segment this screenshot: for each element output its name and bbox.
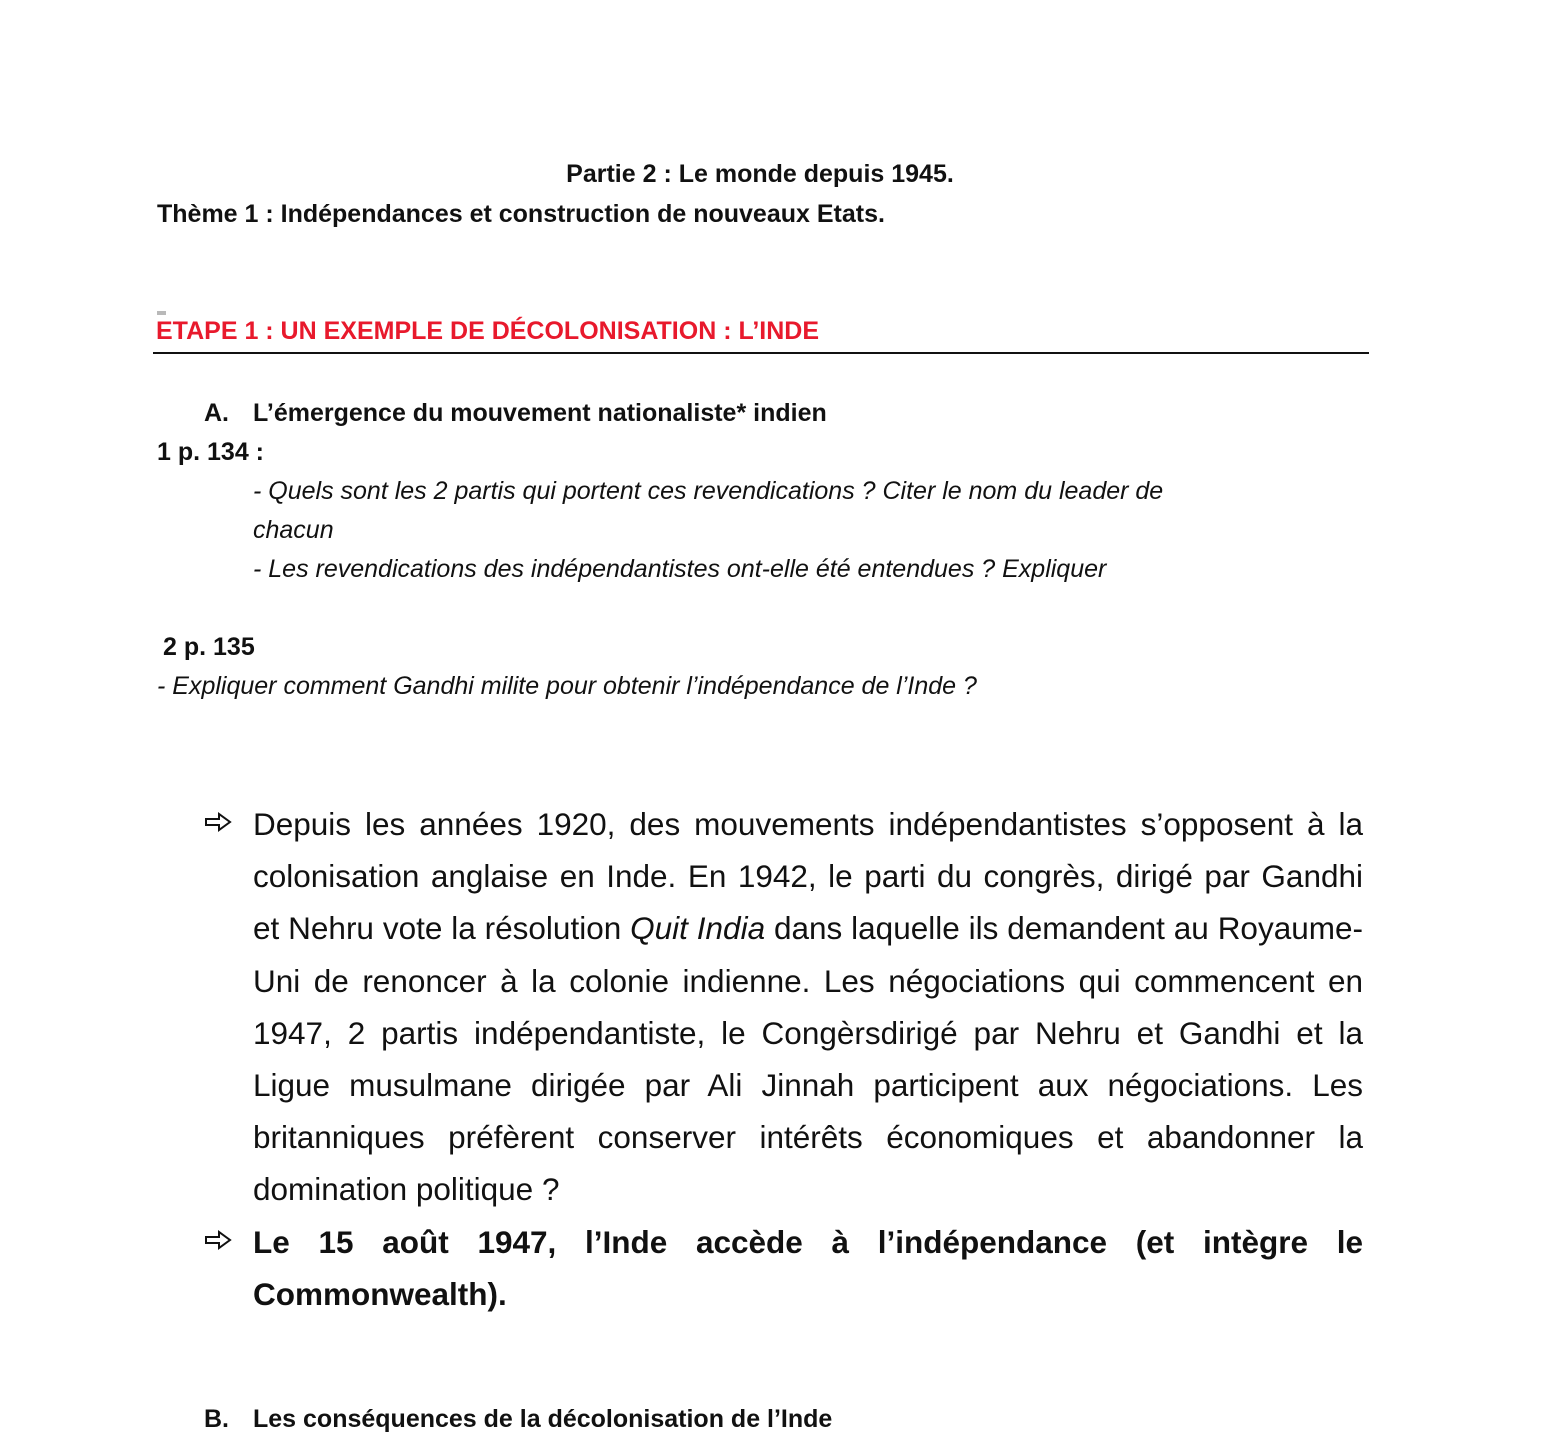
right-arrow-outline-icon (204, 812, 232, 832)
bullet-paragraph-1 (253, 798, 1363, 1216)
question-1-line-2: chacun (253, 516, 334, 544)
section-a-letter: A. (204, 399, 229, 427)
theme-title: Thème 1 : Indépendances et construction de nouveaux Etats. (157, 200, 885, 228)
paragraph-1-text-start: Depuis les années 1920, des mouvements indépendantistes s’opposent à la colonisation anglaise en Inde. En 1942, le parti du congrès, dirigé par Gandhi et Nehru vote la résolution (253, 806, 1363, 947)
quit-india-term: Quit India (630, 910, 766, 947)
reference-1: 1 p. 134 : (157, 438, 264, 466)
question-2: - Les revendications des indépendantistes ont-elle été entendues ? Expliquer (253, 555, 1107, 583)
heading-underline (153, 352, 1369, 354)
section-a-title: L’émergence du mouvement nationaliste* indien (253, 399, 827, 427)
question-3: - Expliquer comment Gandhi milite pour obtenir l’indépendance de l’Inde ? (157, 672, 977, 700)
anchor-marker (157, 311, 166, 315)
bullet-paragraph-2: Le 15 août 1947, l’Inde accède à l’indépendance (et intègre le Commonwealth). (253, 1224, 1363, 1313)
right-arrow-outline-icon (204, 1230, 232, 1250)
paragraph-1-text-end: dans laquelle ils demandent au Royaume-Uni de renoncer à la colonie indienne. Les négociations qui commencent en 1947, 2 partis indépendantiste, le Congèrsdirigé par Nehru et Gandhi et la Ligue musulmane dirigée par Ali Jinnah participent aux négociations. Les britanniques préfèrent conserver intérêts économiques et abandonner la domination politique ? (253, 910, 1363, 1208)
step-title: ETAPE 1 : UN EXEMPLE DE DÉCOLONISATION : L’INDE (156, 317, 820, 345)
section-b-letter: B. (204, 1405, 229, 1433)
section-b-title: Les conséquences de la décolonisation de l’Inde (253, 1405, 833, 1433)
part-title: Partie 2 : Le monde depuis 1945. (566, 160, 954, 188)
reference-2: 2 p. 135 (163, 633, 255, 661)
question-1-line-1: - Quels sont les 2 partis qui portent ces revendications ? Citer le nom du leader de (253, 477, 1164, 505)
